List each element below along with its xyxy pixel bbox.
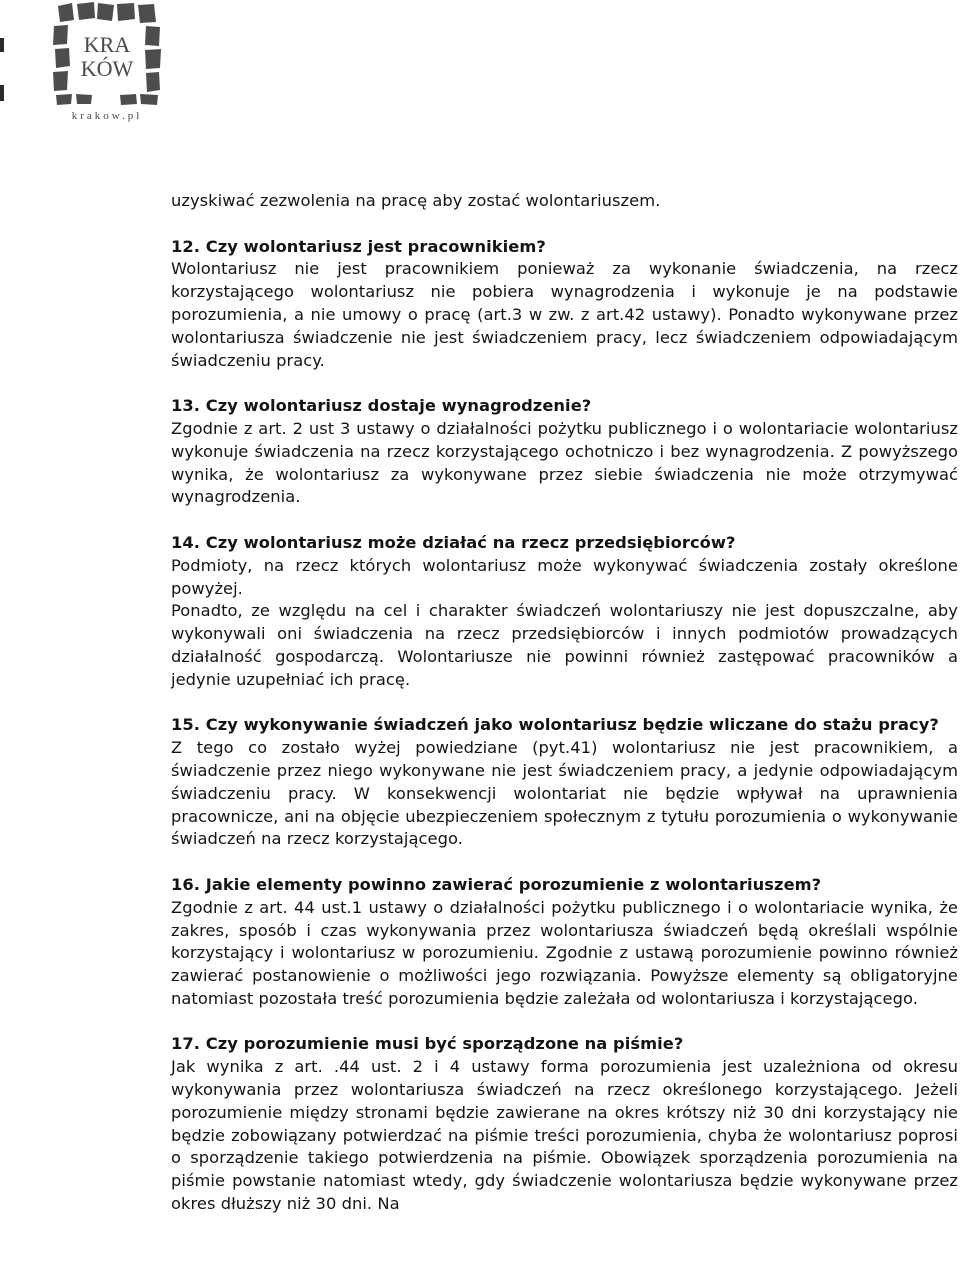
section-paragraph: Ponadto, ze względu na cel i charakter świadczeń wolontariuszy nie jest dopuszczalne, aby wykonywali oni świadczenia na rzecz przedsiębiorców i innych podmiotów prowadzących działalność gospodarczą. Wolontariusze nie powinni również zastępować pracowników a jedynie uzupełniać ich pracę.: [171, 601, 958, 689]
section-13: [171, 395, 958, 509]
section-paragraph: Wolontariusz nie jest pracownikiem ponieważ za wykonanie świadczenia, na rzecz korzystającego wolontariusz nie pobiera wynagrodzenia i wykonuje je na podstawie porozumienia, a nie umowy o pracę (art.3 w zw. z art.42 ustawy). Ponadto wykonywane przez wolontariusza świadczenie nie jest świadczeniem pracy, lecz świadczeniem odpowiadającym świadczeniu pracy.: [171, 259, 958, 370]
krakow-logo-graphic: [50, 0, 165, 125]
section-17: [171, 1033, 958, 1215]
section-14: [171, 532, 958, 692]
section-12: [171, 236, 958, 373]
lead-paragraph: uzyskiwać zezwolenia na pracę aby zostać wolontariuszem.: [171, 191, 661, 210]
section-heading: 16. Jakie elementy powinno zawierać porozumienie z wolontariuszem?: [171, 874, 822, 894]
krakow-logo: [50, 0, 165, 125]
section-paragraph: Zgodnie z art. 2 ust 3 ustawy o działalności pożytku publicznego i o wolontariacie wolontariusz wykonuje świadczenia na rzecz korzystającego ochotniczo i bez wynagrodzenia. Z powyższego wynika, że wolontariusz za wykonywane przez siebie świadczenia nie może otrzymywać wynagrodzenia.: [171, 418, 958, 507]
logo-url-text: krakow.pl: [71, 110, 143, 122]
logo-text-line1: KRA: [83, 32, 131, 57]
section-paragraph: Podmioty, na rzecz których wolontariusz może wykonywać świadczenia zostały określone powyżej.: [171, 555, 958, 598]
section-paragraph: Jak wynika z art. .44 ust. 2 i 4 ustawy forma porozumienia jest uzależniona od okresu wykonywania przez wolontariusza świadczeń na rzecz określonego korzystającego. Jeżeli porozumienie między stronami będzie zawierane na okres krótszy niż 30 dni korzystający nie będzie zobowiązany potwierdzać na piśmie treści porozumienia, chyba że wolontariusz poprosi o sporządzenie takiego potwierdzenia na piśmie. Obowiązek sporządzenia porozumienia na piśmie powstanie natomiast wtedy, gdy świadczenie wolontariusza będzie wykonywane przez okres dłuższy niż 30 dni. Na: [171, 1057, 958, 1214]
section-heading: 14. Czy wolontariusz może działać na rzecz przedsiębiorców?: [171, 532, 736, 552]
document-body: [171, 190, 958, 1216]
section-paragraph: Zgodnie z art. 44 ust.1 ustawy o działalności pożytku publicznego i o wolontariacie wynika, że zakres, sposób i czas wykonywania przez wolontariusza świadczeń będą określali wspólnie korzystający i wolontariusz w porozumieniu. Zgodnie z ustawą porozumienie powinno również zawierać postanowienie o możliwości jego rozwiązania. Powyższe elementy są obligatoryjne natomiast pozostała treść porozumienia będzie zależała od wolontariusza i korzystającego.: [171, 897, 958, 1008]
section-heading: 15. Czy wykonywanie świadczeń jako wolontariusz będzie wliczane do stażu pracy?: [171, 715, 939, 735]
scan-edge-mark-bottom: [0, 85, 4, 101]
section-16: [171, 874, 958, 1011]
section-heading: 17. Czy porozumienie musi być sporządzone na piśmie?: [171, 1034, 684, 1054]
section-15: [171, 714, 958, 851]
logo-text-line2: KÓW: [80, 56, 134, 81]
scan-edge-mark-top: [0, 38, 4, 52]
section-heading: 12. Czy wolontariusz jest pracownikiem?: [171, 236, 546, 256]
section-paragraph: Z tego co zostało wyżej powiedziane (pyt.41) wolontariusz nie jest pracownikiem, a świadczenie przez niego wykonywane nie jest świadczeniem pracy, a jedynie odpowiadającym świadczeniu pracy. W konsekwencji wolontariat nie będzie wpływał na uprawnienia pracownicze, ani na objęcie ubezpieczeniem społecznym z tytułu porozumienia o wykonywanie świadczeń na rzecz korzystającego.: [171, 738, 958, 849]
section-heading: 13. Czy wolontariusz dostaje wynagrodzenie?: [171, 396, 592, 416]
